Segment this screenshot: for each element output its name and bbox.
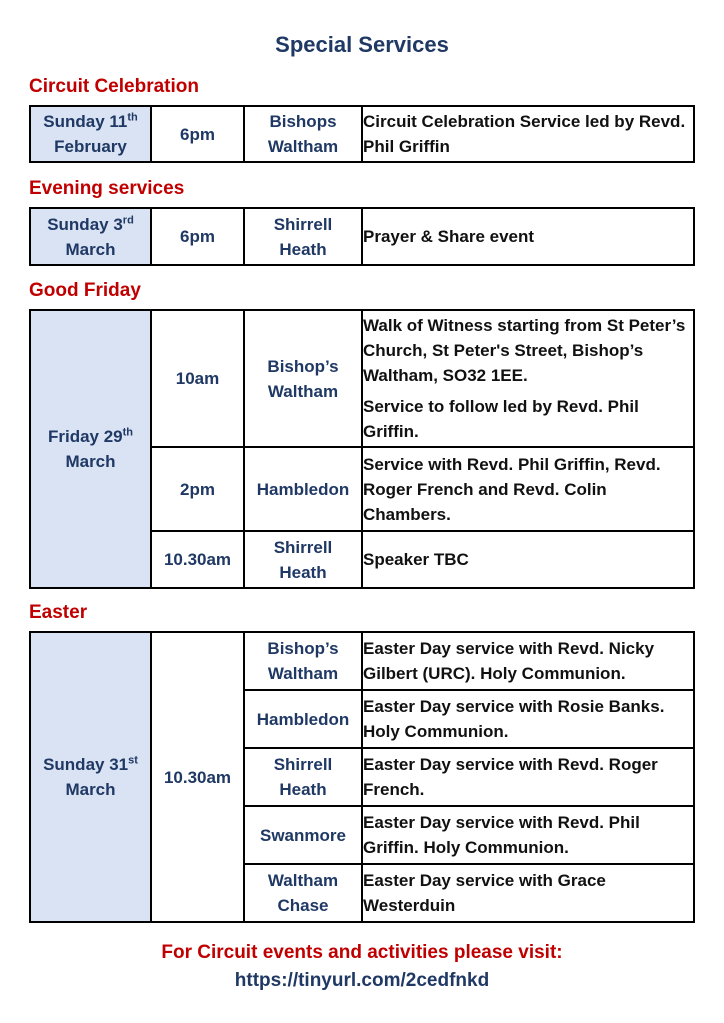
service-location: Hambledon [244, 690, 362, 748]
service-location: Waltham Chase [244, 864, 362, 922]
service-description: Walk of Witness starting from St Peter’s Church, St Peter's Street, Bishop’s Waltham, SO32 1EE. Service to follow led by Revd. Phil Griffin. [362, 310, 694, 447]
table-row [30, 310, 694, 447]
service-description: Circuit Celebration Service led by Revd. Phil Griffin [362, 106, 694, 162]
service-location: Shirrell Heath [244, 531, 362, 588]
service-date: Sunday 3rd March [30, 208, 151, 265]
easter-table [29, 631, 695, 923]
service-location: Shirrell Heath [244, 748, 362, 806]
section-heading-circuit-celebration: Circuit Celebration [29, 76, 199, 97]
service-date: Sunday 11th February [30, 106, 151, 162]
service-time: 10.30am [151, 632, 244, 922]
service-description: Easter Day service with Rosie Banks. Holy Communion. [362, 690, 694, 748]
section-heading-easter: Easter [29, 602, 88, 623]
service-date: Friday 29th March [30, 310, 151, 588]
service-description: Prayer & Share event [362, 208, 694, 265]
service-description: Easter Day service with Grace Westerduin [362, 864, 694, 922]
service-description: Service with Revd. Phil Griffin, Revd. Roger French and Revd. Colin Chambers. [362, 447, 694, 531]
service-description: Easter Day service with Revd. Nicky Gilbert (URC). Holy Communion. [362, 632, 694, 690]
service-description: Easter Day service with Revd. Phil Griffin. Holy Communion. [362, 806, 694, 864]
page-title: Special Services [275, 32, 449, 57]
service-time: 2pm [151, 447, 244, 531]
good-friday-table [29, 309, 695, 589]
service-description: Speaker TBC [362, 531, 694, 588]
circuit-celebration-table [29, 105, 695, 163]
service-time: 6pm [151, 208, 244, 265]
service-description: Easter Day service with Revd. Roger French. [362, 748, 694, 806]
service-location: Hambledon [244, 447, 362, 531]
evening-services-table [29, 207, 695, 266]
table-row [30, 632, 694, 690]
table-row [30, 106, 694, 162]
footer-link[interactable]: https://tinyurl.com/2cedfnkd [234, 970, 490, 991]
table-row [30, 208, 694, 265]
footer-text: For Circuit events and activities please visit: [161, 942, 563, 963]
service-location: Shirrell Heath [244, 208, 362, 265]
service-time: 6pm [151, 106, 244, 162]
service-location: Bishop’s Waltham [244, 632, 362, 690]
service-location: Swanmore [244, 806, 362, 864]
service-date: Sunday 31st March [30, 632, 151, 922]
section-heading-evening-services: Evening services [29, 178, 185, 199]
section-heading-good-friday: Good Friday [29, 280, 141, 301]
service-time: 10.30am [151, 531, 244, 588]
service-location: Bishop’s Waltham [244, 310, 362, 447]
service-location: Bishops Waltham [244, 106, 362, 162]
service-time: 10am [151, 310, 244, 447]
